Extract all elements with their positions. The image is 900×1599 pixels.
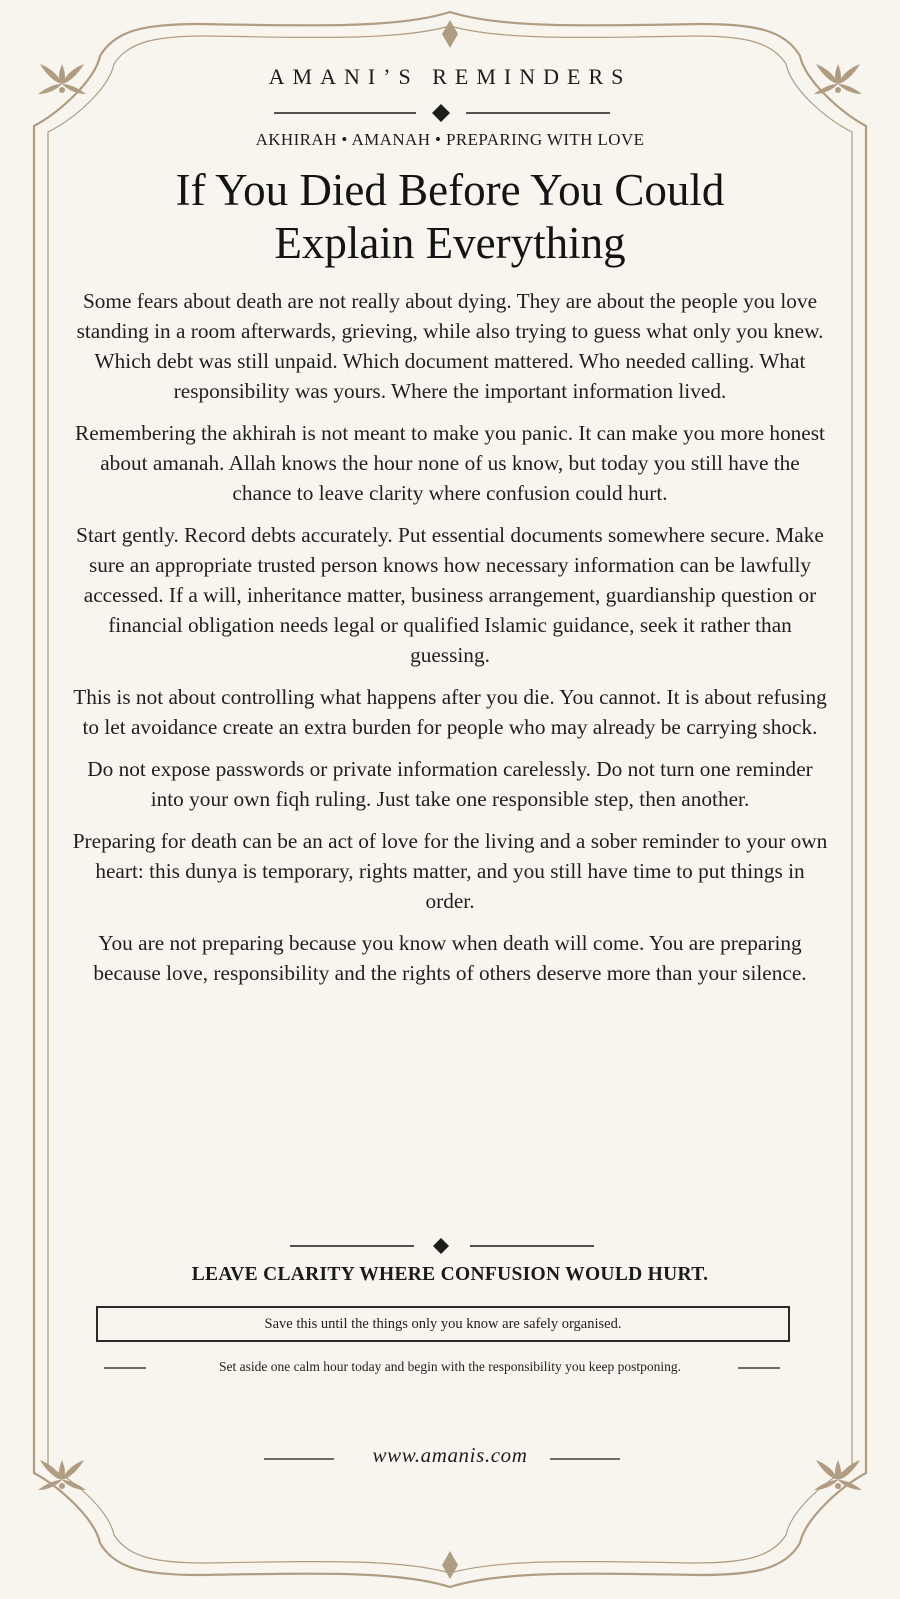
paragraph: Some fears about death are not really about dying. They are about the people you love standing in a room afterwards, grieving, while also trying to guess what only you knew. Which debt was still unpaid. Which document mattered. Who needed calling. What responsibility was yours. Where the important information lived.: [76, 289, 824, 403]
page-title: [0, 164, 900, 270]
paragraph: You are not preparing because you know when death will come. You are preparing because love, responsibility and the rights of others deserve more than your silence.: [93, 931, 807, 985]
website-link[interactable]: www.amanis.com: [372, 1443, 528, 1467]
body-copy: [72, 286, 828, 1000]
paragraph: Remembering the akhirah is not meant to make you panic. It can make you more honest about amanah. Allah knows the hour none of us know, but today you still have the chance to leave clarity where confusion could hurt.: [75, 421, 825, 505]
topic-tags: AKHIRAH • AMANAH • PREPARING WITH LOVE: [255, 130, 645, 149]
save-note-box: Save this until the things only you know are safely organised.: [96, 1306, 790, 1342]
paragraph: Preparing for death can be an act of love for the living and a sober reminder to your own heart: this dunya is temporary, rights matter, and you still have time to put things in order.: [72, 829, 828, 913]
call-to-action: Set aside one calm hour today and begin with the responsibility you keep postponing.: [219, 1359, 681, 1374]
paragraph: Start gently. Record debts accurately. Put essential documents somewhere secure. Make sure an appropriate trusted person knows how necessary information can be lawfully accessed. If a will, inheritance matter, business arrangement, guardianship question or financial obligation needs legal or qualified Islamic guidance, seek it rather than guessing.: [76, 523, 824, 667]
paragraph: This is not about controlling what happens after you die. You cannot. It is about refusing to let avoidance create an extra burden for people who may already be carrying shock.: [73, 685, 827, 739]
brand-name: AMANI’S REMINDERS: [268, 64, 632, 89]
title-line-2: Explain Everything: [274, 218, 626, 268]
closing-heading: LEAVE CLARITY WHERE CONFUSION WOULD HURT.: [191, 1264, 709, 1285]
paragraph: Do not expose passwords or private information carelessly. Do not turn one reminder into your own fiqh ruling. Just take one responsible step, then another.: [87, 757, 813, 811]
title-line-1: If You Died Before You Could: [175, 165, 725, 215]
